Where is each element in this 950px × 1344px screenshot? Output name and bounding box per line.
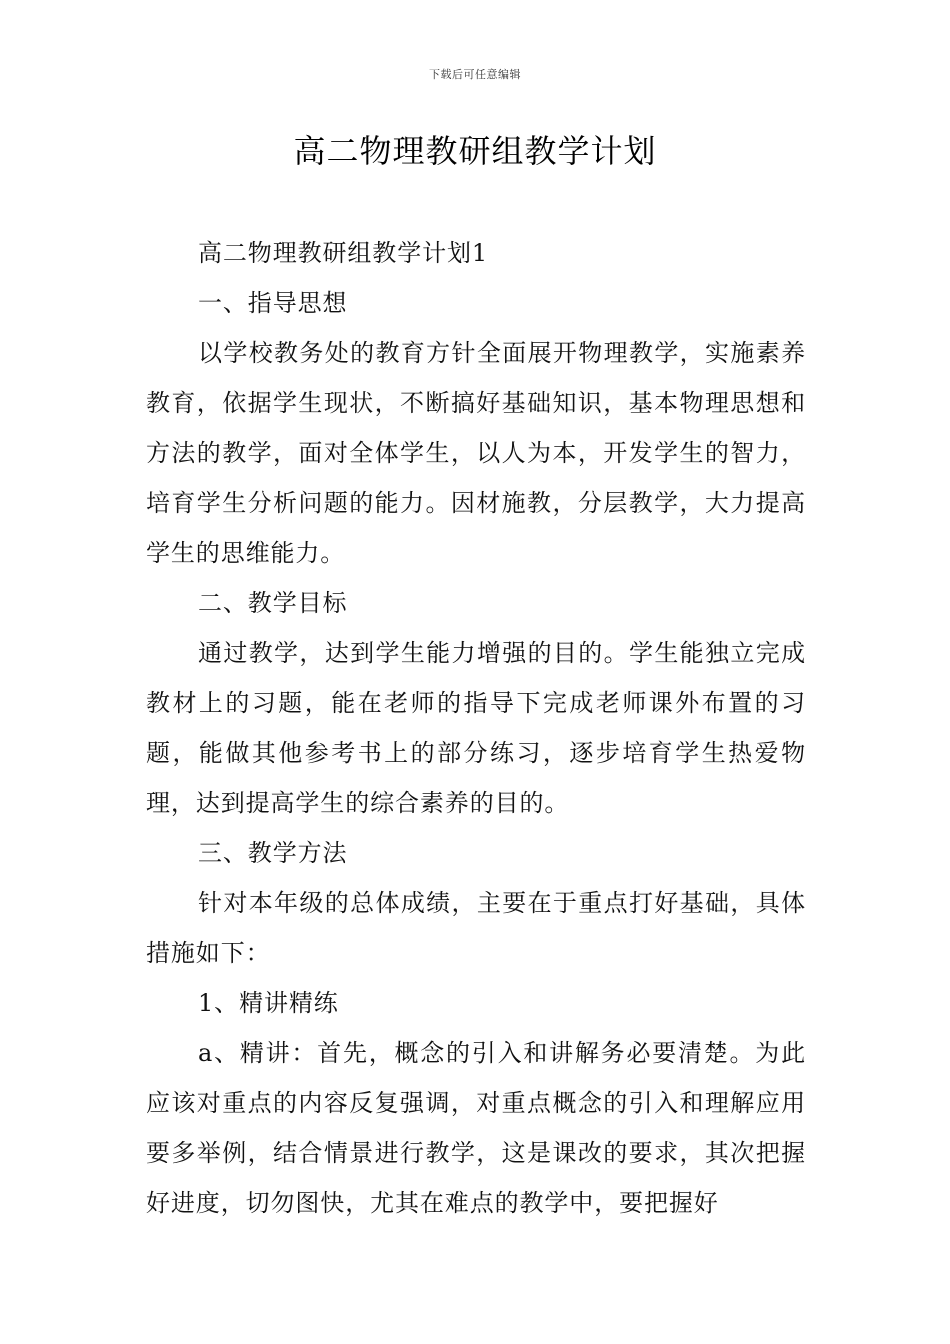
header-note: 下载后可任意编辑: [429, 68, 521, 81]
body-paragraph: 通过教学，达到学生能力增强的目的。学生能独立完成教材上的习题，能在老师的指导下完成老师课外布置的习题，能做其他参考书上的部分练习，逐步培育学生热爱物理，达到提高学生的综合素养的目的。: [146, 639, 806, 817]
section-heading-teaching-goals: 二、教学目标: [198, 589, 348, 617]
subsection-heading: 1、精讲精练: [198, 989, 339, 1017]
body-paragraph: 针对本年级的总体成绩，主要在于重点打好基础，具体措施如下：: [146, 889, 806, 967]
section-heading-teaching-methods: 三、教学方法: [198, 839, 348, 867]
section-heading-guiding-ideology: 一、指导思想: [198, 289, 348, 317]
body-paragraph: 以学校教务处的教育方针全面展开物理教学，实施素养教育，依据学生现状，不断搞好基础知识，基本物理思想和方法的教学，面对全体学生，以人为本，开发学生的智力，培育学生分析问题的能力。因材施教，分层教学，大力提高学生的思维能力。: [146, 339, 806, 567]
subtitle-paragraph: 高二物理教研组教学计划1: [198, 239, 489, 267]
document-body: [146, 228, 806, 1228]
document-title: 高二物理教研组教学计划: [293, 132, 657, 170]
body-paragraph: a、精讲：首先，概念的引入和讲解务必要清楚。为此应该对重点的内容反复强调，对重点概念的引入和理解应用要多举例，结合情景进行教学，这是课改的要求，其次把握好进度，切勿图快，尤其在难点的教学中，要把握好: [146, 1039, 806, 1217]
